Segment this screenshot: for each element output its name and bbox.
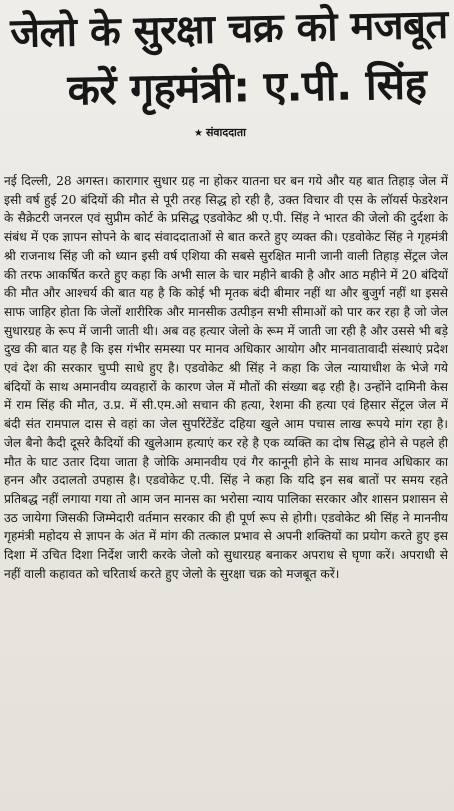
headline-line-2: करें गृहमंत्री: ए.पी. सिंह bbox=[67, 59, 427, 115]
headline-line-1: जेलो के सुरक्षा चक्र को मजबूत bbox=[9, 1, 449, 57]
article-body: नई दिल्ली, 28 अगस्त। कारागार सुधार ग्रह ना होकर यातना घर बन गये और यह बात तिहाड़ जेल में इसी वर्ष हुई 20 बंदियों की मौत से पूरी तरह सिद्ध हो रही है, उक्त विचार वी एस के लॉयर्स फेडरेशन के सैक्रेटरी जनरल एवं सुप्रीम कोर्ट के प्रसिद्ध एडवोकेट श्री ए.पी. सिंह ने भारत की जेलो की दुर्दशा के संबंध में एक ज्ञापन सोपने के बाद संवाददाताओं से बात करते हुए व्यक्त की। एडवोकेट सिंह ने गृहमंत्री श्री राजनाथ सिंह जी को ध्यान इसी वर्ष एशिया की सबसे सुरक्षित मानी जानी वाली तिहाड़ सेंट्रल जेल की तरफ आकर्षित करते हुए कहा कि अभी साल के चार महीने बाकी है और आठ महीने में 20 बंदियों की मौत और आश्चर्य की बात यह है कि कोई भी मृतक बंदी बीमार नहीं था और बुजुर्ग नहीं था इससे साफ जाहिर होता कि जेलों शारीरिक और मानसीक उत्पीड़न सभी सीमाओं को पार कर रहा है जो जेल सुधारग्रह के रूप में जानी जाती थी। अब वह हत्यार जेलो के रूम में जाती जा रही है और उससे भी बड़े दुख की बात यह है कि इस गंभीर समस्या पर मानव अधिकार आयोग और मानवातावादी संस्थाएं प्रदेश एवं देश की सरकार चुप्पी साधे हुए है। एडवोकेट श्री सिंह ने कहा कि जेल न्यायाधीश के भेजे गये बंदियों के साथ अमानवीय व्यवहारों के कारण जेल में मौतों की संख्या बढ़ रही है। उन्होंने दामिनी केस में राम सिंह की मौत, उ.प्र. में सी.एम.ओ सचान की हत्या, रेशमा की हत्या एवं हिसार सेंट्रल जेल में बंदी संत रामपाल दास से वहां का जेल सुपरिंटेंडेंट दहिया खुले आम पचास लाख रूपये मांग रहा है। जेल बैनो कैदी दूसरे कैदियों की खुलेआम हत्याएं कर रहे है एक व्यक्ति का दोष सिद्ध होने से पहले ही मौत के घाट उतार दिया जाता है जोकि अमानवीय एवं गैर कानूनी होने के साथ मानव अधिकार का हनन और उदालतो उपहास है। एडवोकेट ए.पी. सिंह ने कहा कि यदि इन सब बातों पर समय रहते प्रतिबद्ध नहीं लगाया गया तो आम जन मानस का भरोसा न्याय पालिका सरकार और शासन प्रशासन से उठ जायेगा जिसकी जिम्मेदारी वर्तमान सरकार की ही पूर्ण रूप से होगी। एडवोकेट श्री सिंह ने माननीय गृहमंत्री महोदय से ज्ञापन के अंत में मांग की तत्काल प्रभाव से अपनी शक्तियों का प्रयोग करते हुए इस दिशा में उचित दिशा निर्देश जारी करके जेलो को सुधारग्रह बनाकर अपराध से घृणा करें। अपराधी से नहीं वाली कहावत को चरितार्थ करते हुए जेलो के सुरक्षा चक्र को मजबूत करें। bbox=[4, 174, 448, 581]
star-icon: ★ bbox=[194, 128, 203, 139]
headline bbox=[0, 0, 454, 120]
byline-text: संवाददाता bbox=[205, 126, 247, 139]
byline bbox=[0, 126, 454, 140]
